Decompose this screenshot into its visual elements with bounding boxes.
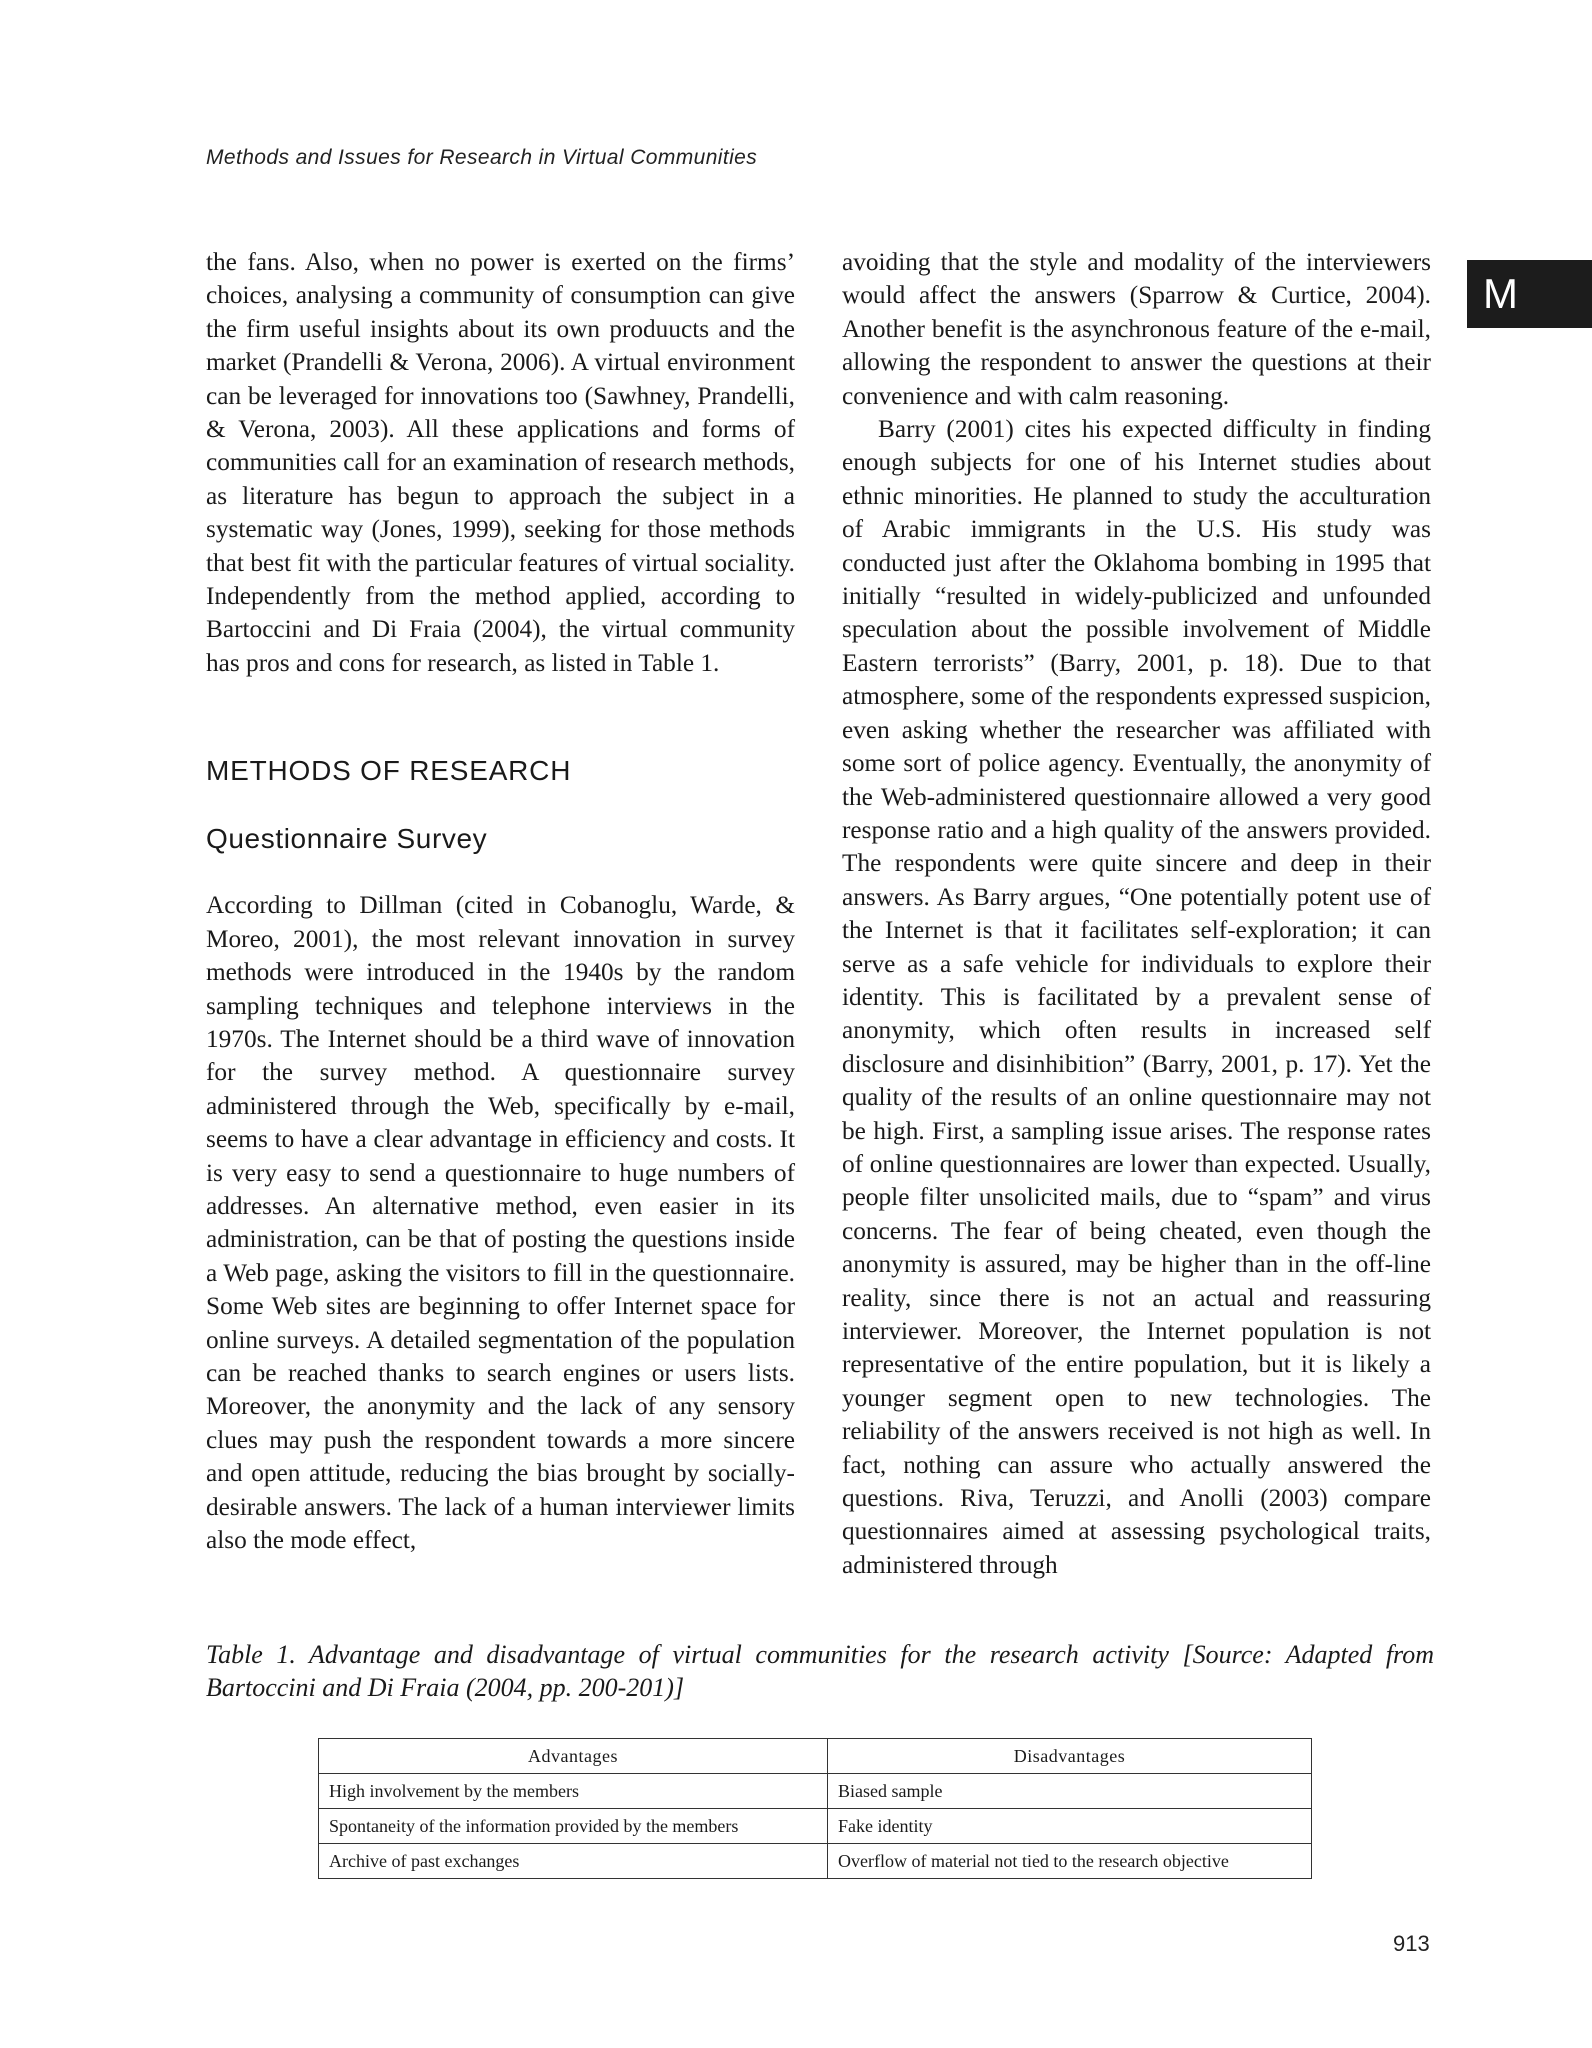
column-header-advantages: Advantages (319, 1739, 828, 1774)
disadvantage-cell: Overflow of material not tied to the research objective (828, 1844, 1312, 1879)
body-paragraph: avoiding that the style and modality of the interviewers would affect the answers (Sparrow & Curtice, 2004). Another benefit is the asynchronous feature of the e-mail, allowing the respondent to answer the questions at their convenience and with calm reasoning. (842, 248, 1431, 410)
advantage-cell: Spontaneity of the information provided by the members (319, 1809, 828, 1844)
advantages-table (318, 1738, 1312, 1879)
page-number: 913 (1393, 1931, 1430, 1956)
table-row (319, 1809, 1312, 1844)
advantage-cell: High involvement by the members (319, 1774, 828, 1809)
disadvantage-cell: Biased sample (828, 1774, 1312, 1809)
left-column (206, 246, 795, 1557)
table-row (319, 1774, 1312, 1809)
table-caption: Table 1. Advantage and disadvantage of virtual communities for the research activity [Source: Adapted from Bartoccini and Di Fraia (2004, pp. 200-201)] (206, 1640, 1434, 1702)
advantage-cell: Archive of past exchanges (319, 1844, 828, 1879)
right-column (842, 246, 1431, 1582)
body-paragraph: the fans. Also, when no power is exerted on the firms’ choices, analysing a community of consumption can give the firm useful insights about its own produucts and the market (Prandelli & Verona, 2006). A virtual environment can be leveraged for innovations too (Sawhney, Prandelli, & Verona, 2003). All these applications and forms of communities call for an examination of research methods, as literature has begun to approach the subject in a systematic way (Jones, 1999), seeking for those methods that best fit with the particular features of virtual sociality. Independently from the method applied, according to Bartoccini and Di Fraia (2004), the virtual community has pros and cons for research, as listed in Table 1. (206, 248, 795, 677)
disadvantage-cell: Fake identity (828, 1809, 1312, 1844)
body-paragraph: According to Dillman (cited in Cobanoglu, Warde, & Moreo, 2001), the most relevant innovation in survey methods were introduced in the 1940s by the random sampling techniques and telephone interviews in the 1970s. The Internet should be a third wave of innovation for the survey method. A questionnaire survey administered through the Web, specifically by e-mail, seems to have a clear advantage in efficiency and costs. It is very easy to send a questionnaire to huge numbers of addresses. An alternative method, even easier in its administration, can be that of posting the questions inside a Web page, asking the visitors to fill in the questionnaire. Some Web sites are beginning to offer Internet space for online surveys. A detailed segmentation of the population can be reached thanks to search engines or users lists. Moreover, the anonymity and the lack of any sensory clues may push the respondent towards a more sincere and open attitude, reducing the bias brought by socially-desirable answers. The lack of a human interviewer limits also the mode effect, (206, 891, 795, 1554)
thumb-tab-letter: M (1483, 270, 1518, 317)
body-paragraph: Barry (2001) cites his expected difficulty in finding enough subjects for one of his Internet studies about ethnic minorities. He planned to study the acculturation of Arabic immigrants in the U.S. His study was conducted just after the Oklahoma bombing in 1995 that initially “resulted in widely-publicized and unfounded speculation about the possible involvement of Middle Eastern terrorists” (Barry, 2001, p. 18). Due to that atmosphere, some of the respondents expressed suspicion, even asking whether the researcher was affiliated with some sort of police agency. Eventually, the anonymity of the Web-administered questionnaire allowed a very good response ratio and a high quality of the answers provided. The respondents were quite sincere and deep in their answers. As Barry argues, “One potentially potent use of the Internet is that it facilitates self-exploration; it can serve as a safe vehicle for individuals to explore their identity. This is facilitated by a prevalent sense of anonymity, which often results in increased self disclosure and disinhibition” (Barry, 2001, p. 17). Yet the quality of the results of an online questionnaire may not be high. First, a sampling issue arises. The response rates of online questionnaires are lower than expected. Usually, people filter unsolicited mails, due to “spam” and virus concerns. The fear of being cheated, even though the anonymity is assured, may be higher than in the off-line reality, since there is not an actual and reassuring interviewer. Moreover, the Internet population is not representative of the entire population, but it is likely a younger segment open to new technologies. The reliability of the answers received is not high as well. In fact, nothing can assure who actually answered the questions. Riva, Teruzzi, and Anolli (2003) compare questionnaires aimed at assessing psychological traits, administered through (842, 415, 1431, 1579)
section-heading: METHODS OF RESEARCH (206, 755, 572, 787)
table-row (319, 1844, 1312, 1879)
column-header-disadvantages: Disadvantages (828, 1739, 1312, 1774)
section-thumb-tab (1467, 260, 1592, 328)
running-header: Methods and Issues for Research in Virtual Communities (206, 146, 758, 169)
table-header-row (319, 1739, 1312, 1774)
subsection-heading: Questionnaire Survey (206, 823, 488, 855)
